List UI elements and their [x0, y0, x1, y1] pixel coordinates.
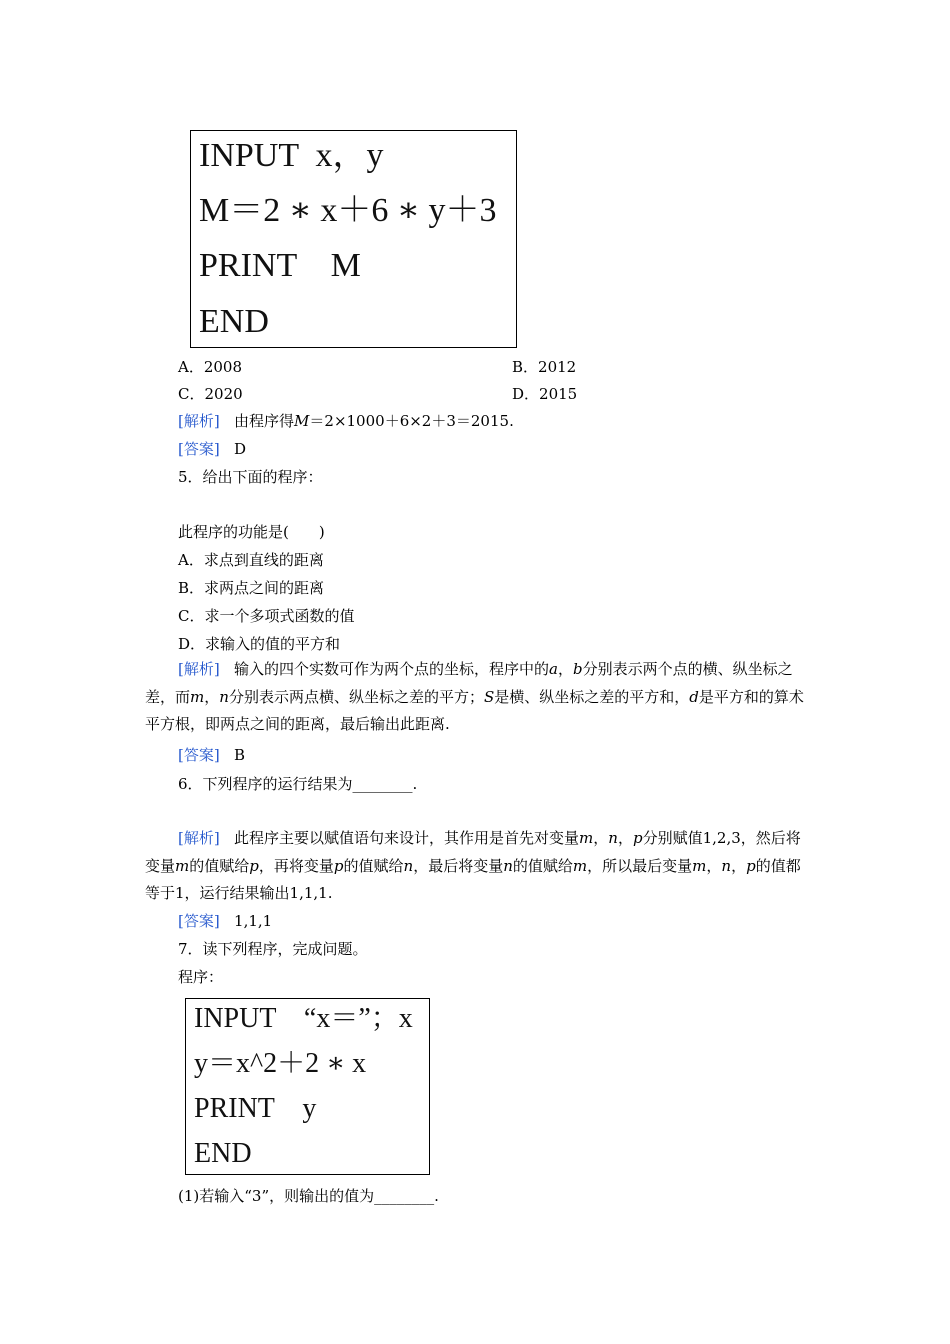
analysis-text: 的值赋给 [512, 856, 573, 875]
separator: ， [706, 856, 722, 875]
option-a: A．求点到直线的距离 [178, 551, 324, 569]
code-line: M＝2 ∗ x＋6 ∗ y＋3 [199, 192, 497, 229]
variable: a [549, 660, 558, 678]
answer-value: B [234, 746, 246, 764]
variable: m [190, 687, 205, 706]
analysis-text: 是平方和的算术平方根，即两点之间的距离，最后输出此距离. [145, 687, 804, 733]
variable: m [692, 856, 707, 875]
analysis-text: 分别表示两个点的横、纵坐标之差，而 [145, 660, 793, 706]
option-c: C．求一个多项式函数的值 [178, 607, 355, 625]
variable: p [333, 856, 344, 875]
analysis-text: 的值赋给 [343, 856, 404, 875]
analysis-text: ，再将变量 [258, 856, 334, 875]
variable: m [572, 856, 588, 875]
separator: ， [617, 829, 633, 847]
analysis-text: ＝2×1000＋6×2＋3＝2015. [309, 412, 514, 430]
answer-q5 [178, 745, 245, 765]
question-6-title: 6．下列程序的运行结果为________. [178, 775, 418, 793]
program-box-1 [190, 130, 517, 348]
code-line: y＝x^2＋2 ∗ x [194, 1048, 367, 1079]
code-line: END [199, 303, 269, 340]
analysis-q5 [145, 656, 813, 739]
variable: n [219, 687, 229, 706]
variable: p [746, 856, 756, 875]
analysis-text: 的值都等于1，运行结果输出1,1,1. [145, 856, 801, 902]
analysis-q6 [145, 825, 813, 908]
analysis-text: 是横、纵坐标之差的平方和， [494, 687, 690, 706]
answer-q6 [178, 911, 272, 931]
analysis-tag: [解析] [178, 412, 220, 430]
variable: m [579, 829, 594, 847]
variable: M [294, 412, 310, 430]
option-b: B．求两点之间的距离 [178, 579, 325, 597]
separator: ， [731, 856, 747, 875]
variable: S [483, 687, 495, 706]
analysis-text: 此程序主要以赋值语句来设计，其作用是首先对变量 [234, 829, 580, 847]
program-box-2 [185, 998, 430, 1175]
variable: p [249, 856, 259, 875]
analysis-tag: [解析] [178, 829, 220, 847]
analysis-text: ，所以最后变量 [587, 856, 693, 875]
code-line: END [194, 1138, 252, 1169]
separator: ， [558, 660, 574, 678]
variable: n [608, 829, 618, 847]
variable: n [503, 856, 513, 875]
variable: d [689, 687, 699, 706]
option-d: D．2015 [512, 385, 578, 403]
answer-tag: [答案] [178, 912, 220, 930]
question-5-title: 5．给出下面的程序： [178, 468, 323, 486]
sub-question-1: (1)若输入“3”，则输出的值为________. [178, 1187, 439, 1205]
variable: p [632, 829, 643, 847]
answer-value: 1,1,1 [234, 912, 273, 930]
question-7-title: 7．读下列程序，完成问题。 [178, 940, 368, 958]
answer-tag: [答案] [178, 746, 220, 764]
option-d: D．求输入的值的平方和 [178, 635, 341, 653]
variable: n [721, 856, 732, 875]
program-label: 程序： [178, 968, 224, 986]
analysis-tag: [解析] [178, 660, 220, 678]
separator: ， [593, 829, 609, 847]
variable: m [175, 856, 190, 875]
code-line: INPUT “x＝”；x [194, 1003, 413, 1034]
code-line: PRINT y [194, 1093, 317, 1124]
analysis-text: 输入的四个实数可作为两个点的坐标，程序中的 [234, 660, 550, 678]
answer-value: D [234, 440, 247, 458]
analysis-text: 由程序得 [234, 412, 295, 430]
code-line: INPUT x，y [199, 137, 384, 174]
analysis-text: 分别表示两点横、纵坐标之差的平方； [228, 687, 484, 706]
separator: ， [204, 687, 220, 706]
code-line: PRINT M [199, 247, 361, 284]
analysis-text: 的值赋给 [189, 856, 250, 875]
analysis-text: 分别赋值1,2,3，然后将变量 [145, 829, 801, 875]
analysis-text: ，最后将变量 [413, 856, 504, 875]
option-a: A．2008 [178, 358, 243, 376]
variable: b [573, 660, 583, 678]
answer-q4 [178, 439, 246, 459]
variable: n [403, 856, 414, 875]
option-c: C．2020 [178, 385, 243, 403]
analysis-q4 [178, 411, 514, 431]
option-b: B．2012 [512, 358, 577, 376]
question-5-stem: 此程序的功能是( ) [178, 523, 325, 541]
answer-tag: [答案] [178, 440, 220, 458]
